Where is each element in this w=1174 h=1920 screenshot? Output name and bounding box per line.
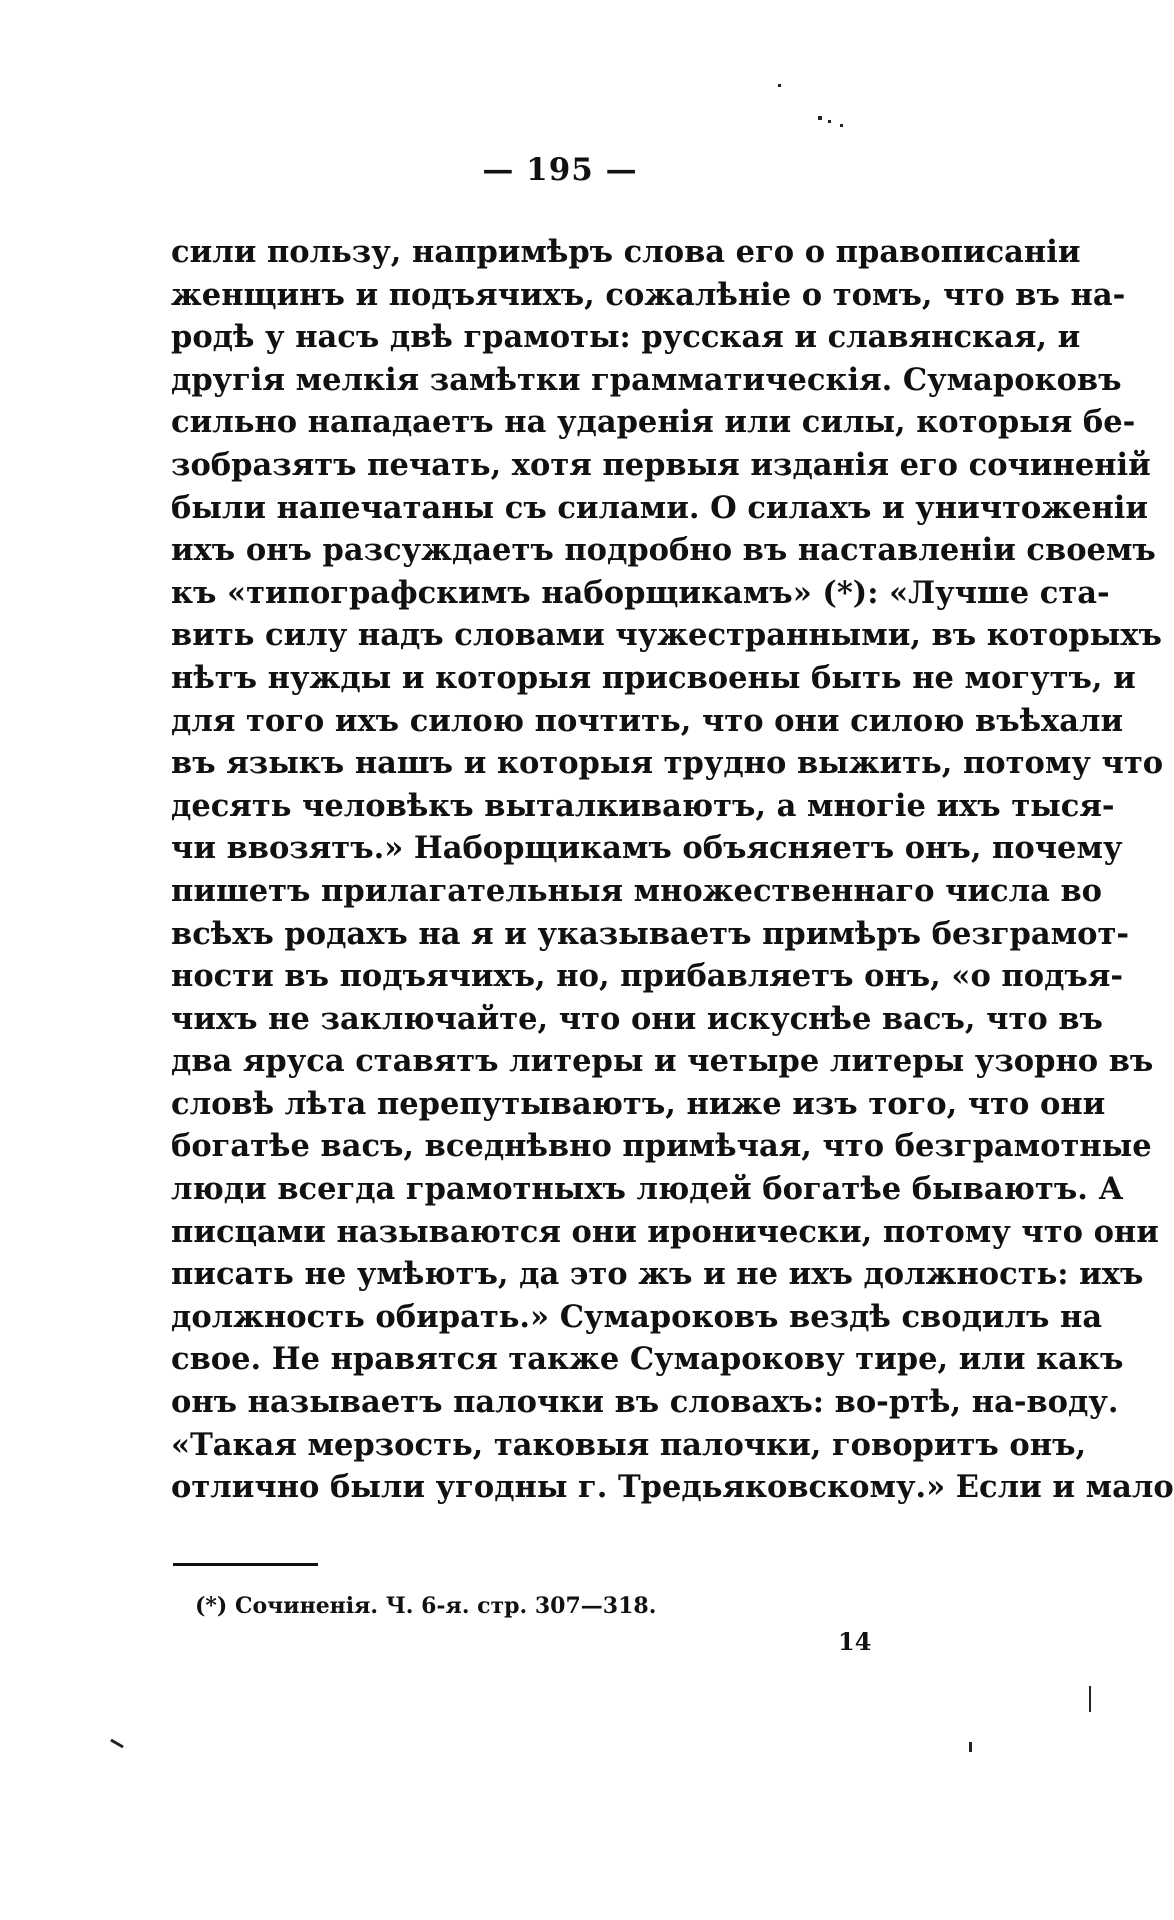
text-line: десять человѣкъ выталкиваютъ, а многіе ихъ тыся- [171,787,1115,824]
text-line: всѣхъ родахъ на я и указываетъ примѣръ безграмот- [171,915,1130,952]
text-line: въ языкъ нашъ и которыя трудно выжить, потому что [171,745,1164,782]
scan-speck [1089,1686,1091,1712]
text-line: сильно нападаетъ на ударенія или силы, которыя бе- [171,404,1136,441]
text-line: онъ называетъ палочки въ словахъ: во-ртѣ, на-воду. [171,1384,1119,1421]
signature-mark: 14 [838,1627,872,1656]
text-line: отлично были угодны г. Тредьяковскому.» Если и мало [171,1469,1174,1506]
footnote-separator [173,1563,318,1566]
text-line: нѣтъ нужды и которыя присвоены быть не могутъ, и [171,659,1136,696]
scan-speck [840,124,843,127]
text-line: къ «типографскимъ наборщикамъ» (*): «Лучше ста- [171,574,1110,611]
text-line: люди всегда грамотныхъ людей богатѣе бываютъ. А [171,1171,1124,1208]
scan-speck [818,116,822,120]
text-line: вить силу надъ словами чужестранными, въ которыхъ [171,617,1162,654]
text-line: должность обирать.» Сумароковъ вездѣ сводилъ на [171,1298,1103,1335]
body-text [171,231,1174,1509]
text-line: пишетъ прилагательныя множественнаго числа во [171,872,1103,909]
scan-speck [778,84,781,87]
text-line: богатѣе васъ, вседнѣвно примѣчая, что безграмотные [171,1128,1152,1165]
scan-speck [828,120,831,123]
text-line: родѣ у насъ двѣ грамоты: русская и славянская, и [171,319,1081,356]
text-line: «Такая мерзость, таковыя палочки, говоритъ онъ, [171,1426,1087,1463]
text-line: чи ввозятъ.» Наборщикамъ объясняетъ онъ, почему [171,830,1123,867]
footnote: (*) Сочиненія. Ч. 6-я. стр. 307—318. [195,1593,657,1619]
text-line: зобразятъ печать, хотя первыя изданія его сочиненій [171,446,1151,483]
text-line: чихъ не заключайте, что они искуснѣе васъ, что въ [171,1000,1103,1037]
text-line: ности въ подъячихъ, но, прибавляетъ онъ, «о подъя- [171,958,1124,995]
text-line: словѣ лѣта перепутываютъ, ниже изъ того, что они [171,1085,1106,1122]
scan-speck [110,1739,124,1749]
text-line: женщинъ и подъячихъ, сожалѣніе о томъ, что въ на- [171,276,1126,313]
text-line: свое. Не нравятся также Сумарокову тире, или какъ [171,1341,1124,1378]
text-line: два яруса ставятъ литеры и четыре литеры узорно въ [171,1043,1154,1080]
text-line: писать не умѣютъ, да это жъ и не ихъ должность: ихъ [171,1256,1144,1293]
text-line: были напечатаны съ силами. О силахъ и уничтоженіи [171,489,1148,526]
page-number: — 195 — [482,152,638,188]
text-line: ихъ онъ разсуждаетъ подробно въ наставленіи своемъ [171,532,1156,569]
text-line: писцами называются они иронически, потому что они [171,1213,1159,1250]
text-line: другія мелкія замѣтки грамматическія. Сумароковъ [171,361,1122,398]
text-line: сили пользу, напримѣръ слова его о правописаніи [171,234,1081,270]
text-line: для того ихъ силою почтить, что они силою въѣхали [171,702,1124,739]
scan-speck [969,1742,972,1752]
